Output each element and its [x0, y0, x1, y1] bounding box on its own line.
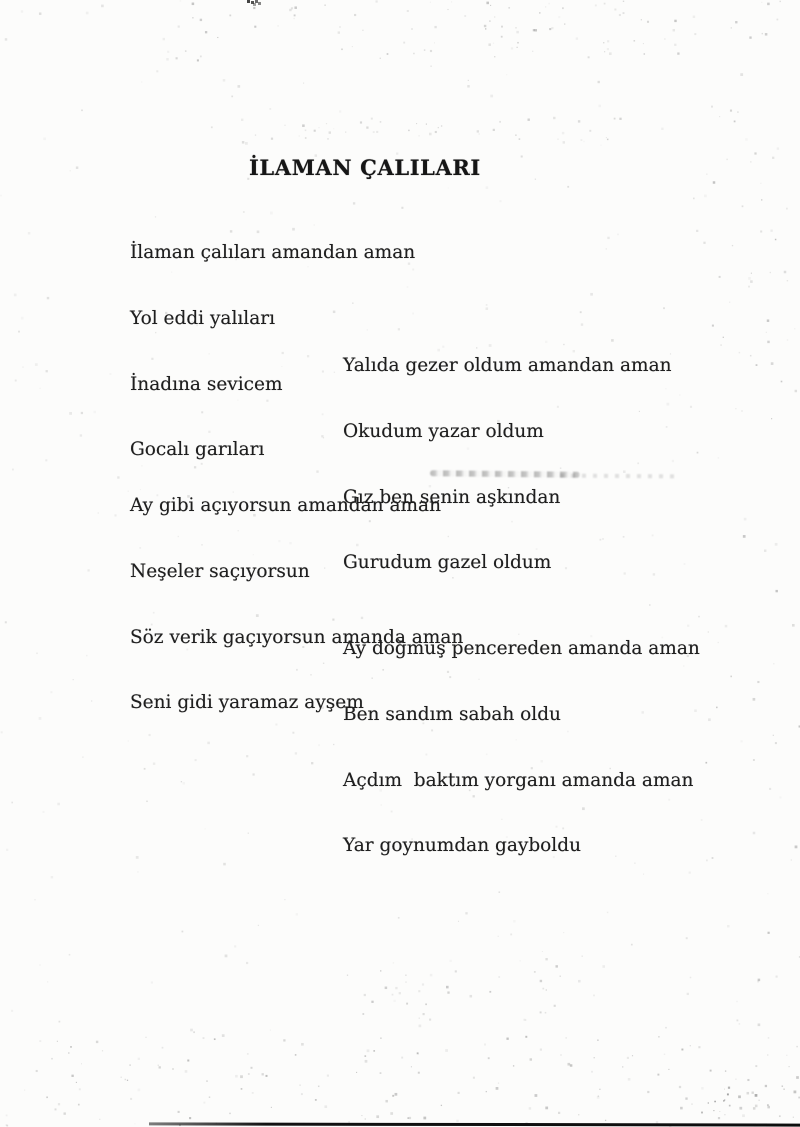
scan-noise [0, 0, 1, 1]
poem-line: Yar goynumdan gayboldu [343, 835, 581, 857]
scanner-edge-line [149, 1122, 800, 1126]
scan-artifact-top [247, 0, 250, 3]
poem-title: İLAMAN ÇALILARI [249, 155, 481, 181]
poem-line: Okudum yazar oldum [343, 420, 544, 442]
poem-line: Yol eddi yalıları [130, 307, 275, 329]
poem-line: Gurudum gazel oldum [343, 552, 552, 574]
poem-line: İnadına sevicem [130, 373, 283, 395]
poem-line: Ay gibi açıyorsun amandan aman [130, 495, 441, 516]
poem-line: Ay doğmuş pencereden amanda aman [343, 638, 700, 659]
poem-line: Yalıda gezer oldum amandan aman [343, 355, 672, 376]
poem-line: İlaman çalıları amandan aman [130, 242, 416, 263]
poem-line: Söz verik gaçıyorsun amanda aman [130, 626, 464, 648]
poem-line: Gız ben senin aşkından [343, 486, 561, 508]
poem-line: Gocalı garıları [130, 439, 265, 461]
poem-line: Seni gidi yaramaz ayşem [130, 692, 364, 714]
poem-line: Ben sandım sabah oldu [343, 703, 561, 725]
poem-line: Açdım baktım yorganı amanda aman [343, 769, 694, 791]
stanza-4 [343, 597, 700, 898]
poem-line: Neşeler saçıyorsun [130, 560, 310, 582]
